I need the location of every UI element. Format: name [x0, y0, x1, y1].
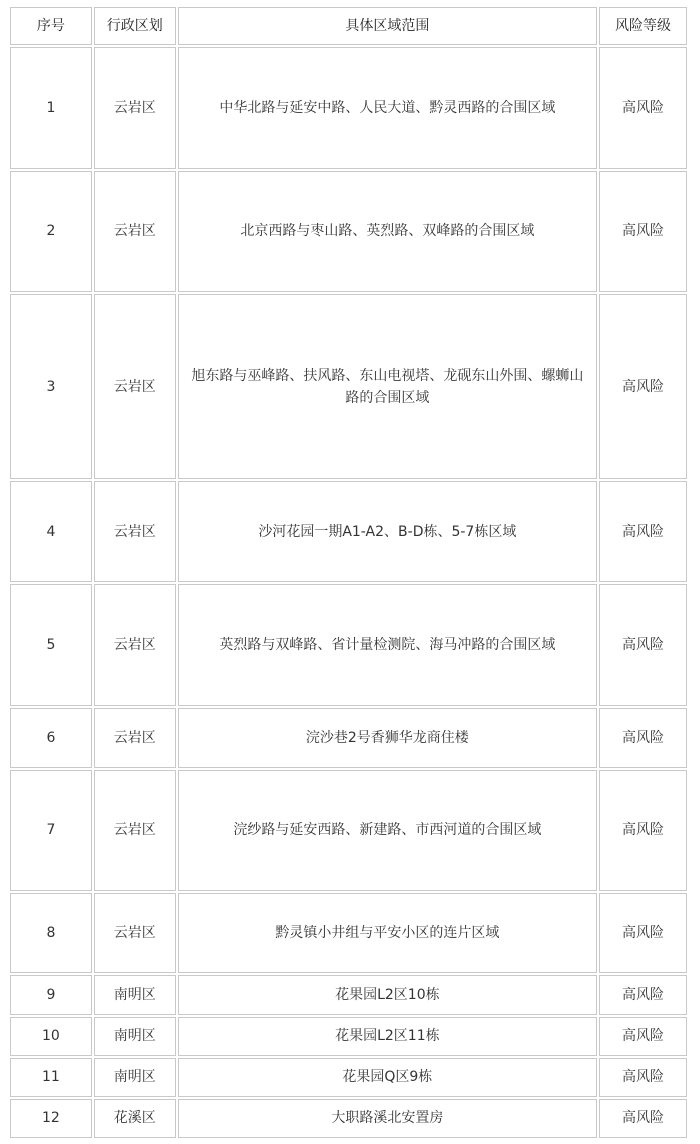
- table-header-row: [10, 7, 687, 45]
- cell-serial-number: 12: [10, 1099, 92, 1138]
- cell-district: 云岩区: [94, 481, 176, 582]
- cell-risk-level: 高风险: [599, 481, 687, 582]
- cell-serial-number: 7: [10, 770, 92, 892]
- cell-risk-level: 高风险: [599, 1017, 687, 1056]
- cell-area-scope: 黔灵镇小井组与平安小区的连片区域: [178, 893, 597, 973]
- risk-area-table: [8, 5, 689, 1140]
- table-row: [10, 584, 687, 706]
- cell-area-scope: 大职路溪北安置房: [178, 1099, 597, 1138]
- cell-district: 云岩区: [94, 708, 176, 768]
- cell-serial-number: 4: [10, 481, 92, 582]
- table-row: [10, 47, 687, 169]
- cell-serial-number: 3: [10, 294, 92, 479]
- cell-risk-level: 高风险: [599, 893, 687, 973]
- cell-serial-number: 9: [10, 975, 92, 1014]
- cell-risk-level: 高风险: [599, 1058, 687, 1097]
- cell-district: 南明区: [94, 1058, 176, 1097]
- cell-district: 花溪区: [94, 1099, 176, 1138]
- cell-risk-level: 高风险: [599, 47, 687, 169]
- cell-area-scope: 花果园L2区10栋: [178, 975, 597, 1014]
- cell-district: 云岩区: [94, 770, 176, 892]
- table-row: [10, 294, 687, 479]
- cell-serial-number: 11: [10, 1058, 92, 1097]
- table-row: [10, 481, 687, 582]
- cell-area-scope: 北京西路与枣山路、英烈路、双峰路的合围区域: [178, 171, 597, 293]
- cell-risk-level: 高风险: [599, 708, 687, 768]
- cell-serial-number: 1: [10, 47, 92, 169]
- cell-serial-number: 10: [10, 1017, 92, 1056]
- cell-area-scope: 花果园L2区11栋: [178, 1017, 597, 1056]
- cell-district: 云岩区: [94, 47, 176, 169]
- cell-serial-number: 8: [10, 893, 92, 973]
- cell-risk-level: 高风险: [599, 294, 687, 479]
- header-district: 行政区划: [94, 7, 176, 45]
- cell-area-scope: 浣纱路与延安西路、新建路、市西河道的合围区域: [178, 770, 597, 892]
- cell-risk-level: 高风险: [599, 171, 687, 293]
- header-serial-number: 序号: [10, 7, 92, 45]
- cell-area-scope: 中华北路与延安中路、人民大道、黔灵西路的合围区域: [178, 47, 597, 169]
- cell-risk-level: 高风险: [599, 975, 687, 1014]
- cell-serial-number: 5: [10, 584, 92, 706]
- cell-serial-number: 6: [10, 708, 92, 768]
- cell-risk-level: 高风险: [599, 1099, 687, 1138]
- cell-district: 云岩区: [94, 893, 176, 973]
- cell-area-scope: 旭东路与巫峰路、扶风路、东山电视塔、龙砚东山外围、螺蛳山路的合围区域: [178, 294, 597, 479]
- table-row: [10, 1099, 687, 1138]
- cell-area-scope: 英烈路与双峰路、省计量检测院、海马冲路的合围区域: [178, 584, 597, 706]
- table-row: [10, 1017, 687, 1056]
- cell-risk-level: 高风险: [599, 770, 687, 892]
- cell-serial-number: 2: [10, 171, 92, 293]
- cell-risk-level: 高风险: [599, 584, 687, 706]
- cell-area-scope: 花果园Q区9栋: [178, 1058, 597, 1097]
- header-area-scope: 具体区域范围: [178, 7, 597, 45]
- table-row: [10, 975, 687, 1014]
- table-row: [10, 893, 687, 973]
- cell-district: 南明区: [94, 1017, 176, 1056]
- table-row: [10, 708, 687, 768]
- cell-district: 云岩区: [94, 294, 176, 479]
- table-row: [10, 1058, 687, 1097]
- cell-district: 云岩区: [94, 584, 176, 706]
- table-row: [10, 171, 687, 293]
- header-risk-level: 风险等级: [599, 7, 687, 45]
- cell-district: 南明区: [94, 975, 176, 1014]
- cell-area-scope: 浣沙巷2号香狮华龙商住楼: [178, 708, 597, 768]
- cell-district: 云岩区: [94, 171, 176, 293]
- risk-area-document: [8, 5, 689, 1140]
- table-row: [10, 770, 687, 892]
- cell-area-scope: 沙河花园一期A1-A2、B-D栋、5-7栋区域: [178, 481, 597, 582]
